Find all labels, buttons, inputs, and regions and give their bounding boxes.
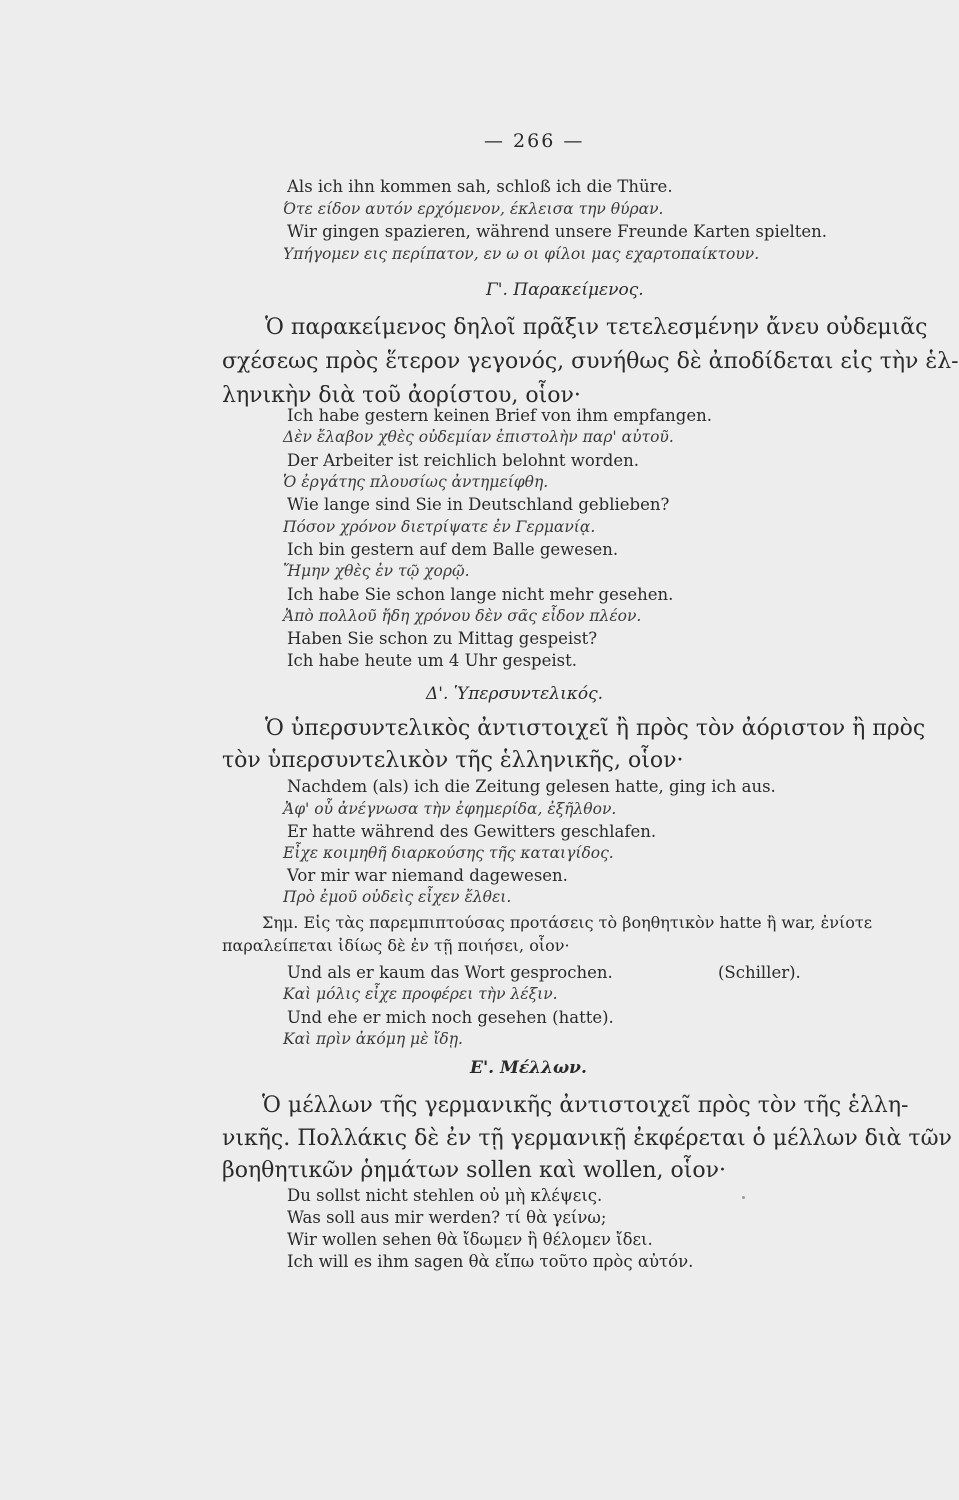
citation-author: (Schiller). [718,963,801,982]
german-example: Ich bin gestern auf dem Balle gewesen. [287,540,619,559]
german-example: Du sollst nicht stehlen οὐ μὴ κλέψεις. [287,1186,603,1205]
paragraph-line: τὸν ὑπερσυντελικὸν τῆς ἑλληνικῆς, οἷον· [222,748,684,773]
german-example: Ich habe Sie schon lange nicht mehr gesehen. [287,585,674,604]
section-heading-epsilon: Ε'. Μέλλων. [470,1058,587,1078]
greek-translation: Πόσον χρόνον διετρίψατε ἐν Γερμανίᾳ. [283,518,596,536]
section-heading-delta: Δ'. Ὑπερσυντελικός. [426,684,604,704]
german-example: Ich habe gestern keinen Brief von ihm empfangen. [287,406,712,425]
page-number: — 266 — [484,130,585,152]
note-line: παραλείπεται ἰδίως δὲ ἐν τῇ ποιήσει, οἷον· [222,936,570,955]
german-example: Wir wollen sehen θὰ ἴδωμεν ἢ θέλομεν ἴδει. [287,1230,653,1249]
german-example: Nachdem (als) ich die Zeitung gelesen hatte, ging ich aus. [287,777,776,796]
greek-translation: Ἀφ' οὗ ἀνέγνωσα τὴν ἐφημερίδα, ἐξῆλθον. [283,800,617,818]
greek-translation: Εἶχε κοιμηθῆ διαρκούσης τῆς καταιγίδος. [283,844,614,862]
german-example: Was soll aus mir werden? τί θὰ γείνω; [287,1208,607,1227]
german-example: Als ich ihn kommen sah, schloß ich die Thüre. [287,177,673,196]
german-example: Ich habe heute um 4 Uhr gespeist. [287,651,577,670]
paragraph-line: Ὁ μέλλων τῆς γερμανικῆς ἀντιστοιχεῖ πρὸς τὸν τῆς ἑλλη- [262,1093,909,1118]
greek-translation: Υπήγομεν εις περίπατον, εν ω οι φίλοι μας εχαρτοπαίκτουν. [283,245,760,263]
paragraph-line: Ὁ ὑπερσυντελικὸς ἀντιστοιχεῖ ἢ πρὸς τὸν ἀόριστον ἢ πρὸς [265,716,926,741]
german-example: Und ehe er mich noch gesehen (hatte). [287,1008,614,1027]
german-example: Wir gingen spazieren, während unsere Freunde Karten spielten. [287,222,828,241]
paragraph-line: νικῆς. Πολλάκις δὲ ἐν τῇ γερμανικῇ ἐκφέρεται ὁ μέλλων διὰ τῶν [222,1126,952,1151]
speck-mark [742,1196,745,1199]
german-example: Und als er kaum das Wort gesprochen. [287,963,613,982]
note-line: Σημ. Εἰς τὰς παρεμπιπτούσας προτάσεις τὸ βοηθητικὸν hatte ἢ war, ἐνίοτε [262,913,873,932]
section-heading-gamma: Γ'. Παρακείμενος. [486,280,644,300]
german-example: Er hatte während des Gewitters geschlafen. [287,822,657,841]
greek-translation: Καὶ πρὶν ἀκόμη μὲ ἴδῃ. [283,1030,463,1048]
greek-translation: Πρὸ ἐμοῦ οὐδεὶς εἶχεν ἔλθει. [283,888,512,906]
paragraph-line: βοηθητικῶν ῥημάτων sollen καὶ wollen, οἷον· [222,1158,726,1183]
paragraph-line: Ὁ παρακείμενος δηλοῖ πρᾶξιν τετελεσμένην ἄνευ οὐδεμιᾶς [265,315,928,340]
german-example: Ich will es ihm sagen θὰ εἴπω τοῦτο πρὸς αὐτόν. [287,1252,694,1271]
greek-translation: Καὶ μόλις εἶχε προφέρει τὴν λέξιν. [283,985,558,1003]
german-example: Der Arbeiter ist reichlich belohnt worden. [287,451,639,470]
german-example: Vor mir war niemand dagewesen. [287,866,568,885]
greek-translation: Ἀπὸ πολλοῦ ἤδη χρόνου δὲν σᾶς εἶδον πλέον. [283,607,642,625]
greek-translation: Ἤμην χθὲς ἐν τῷ χορῷ. [283,562,470,580]
paragraph-line: ληνικὴν διὰ τοῦ ἀορίστου, οἷον· [222,383,581,408]
greek-translation: Ότε είδον αυτόν ερχόμενον, έκλεισα την θύραν. [283,200,664,218]
paragraph-line: σχέσεως πρὸς ἕτερον γεγονός, συνήθως δὲ ἀποδίδεται εἰς τὴν ἑλ- [222,349,959,374]
german-example: Haben Sie schon zu Mittag gespeist? [287,629,598,648]
german-example: Wie lange sind Sie in Deutschland geblieben? [287,495,670,514]
greek-translation: Δὲν ἔλαβον χθὲς οὐδεμίαν ἐπιστολὴν παρ' αὐτοῦ. [283,428,674,446]
greek-translation: Ὁ ἐργάτης πλουσίως ἀντημείφθη. [283,473,549,491]
